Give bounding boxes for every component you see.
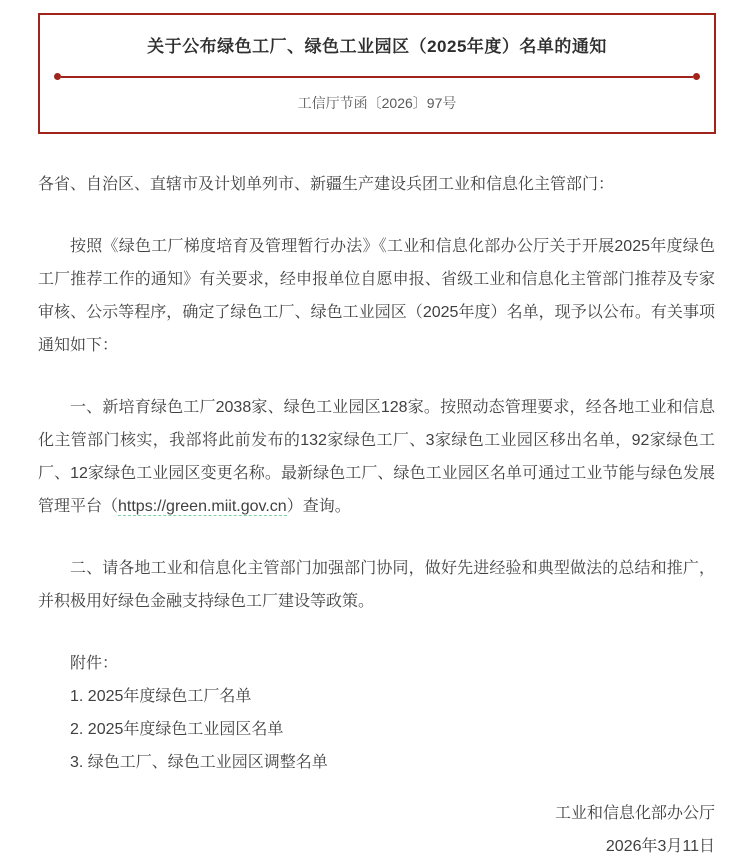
attachments-block — [38, 647, 715, 779]
notice-title: 关于公布绿色工厂、绿色工业园区（2025年度）名单的通知 — [147, 37, 607, 56]
divider-line — [61, 76, 693, 78]
divider-left-dot-icon — [54, 73, 61, 80]
notice-header-box — [38, 13, 716, 134]
doc-number: 工信厅节函〔2026〕97号 — [297, 95, 457, 111]
notice-body — [0, 134, 748, 856]
signature-block — [38, 797, 715, 856]
item1-text-after-link: ）查询。 — [286, 498, 351, 515]
signature-issuer: 工业和信息化部办公厅 — [554, 805, 715, 822]
attachment-item: 2. 2025年度绿色工业园区名单 — [70, 721, 284, 738]
attachment-item: 1. 2025年度绿色工厂名单 — [70, 688, 252, 705]
item1-paragraph — [38, 391, 715, 523]
basis-paragraph: 按照《绿色工厂梯度培育及管理暂行办法》《工业和信息化部办公厅关于开展2025年度绿色工厂推荐工作的通知》有关要求，经申报单位自愿申报、省级工业和信息化主管部门推荐及专家审核、公示等程序，确定了绿色工厂、绿色工业园区（2025年度）名单，现予以公布。有关事项通知如下： — [38, 238, 715, 354]
title-divider — [54, 73, 700, 80]
attachments-label: 附件： — [70, 655, 119, 672]
item2-paragraph: 二、请各地工业和信息化主管部门加强部门协同，做好先进经验和典型做法的总结和推广，并积极用好绿色金融支持绿色工厂建设等政策。 — [38, 560, 715, 610]
divider-right-dot-icon — [693, 73, 700, 80]
green-platform-link[interactable]: https://green.miit.gov.cn — [118, 498, 287, 515]
attachment-item: 3. 绿色工厂、绿色工业园区调整名单 — [70, 754, 328, 771]
item1-text-before-link: 一、新培育绿色工厂2038家、绿色工业园区128家。按照动态管理要求，经各地工业和信息化主管部门核实，我部将此前发布的132家绿色工厂、3家绿色工业园区移出名单，92家绿色工厂、12家绿色工业园区变更名称。最新绿色工厂、绿色工业园区名单可通过工业节能与绿色发展管理平台（ — [38, 399, 715, 515]
salutation-paragraph: 各省、自治区、直辖市及计划单列市、新疆生产建设兵团工业和信息化主管部门： — [38, 176, 615, 193]
signature-date: 2026年3月11日 — [605, 838, 715, 855]
